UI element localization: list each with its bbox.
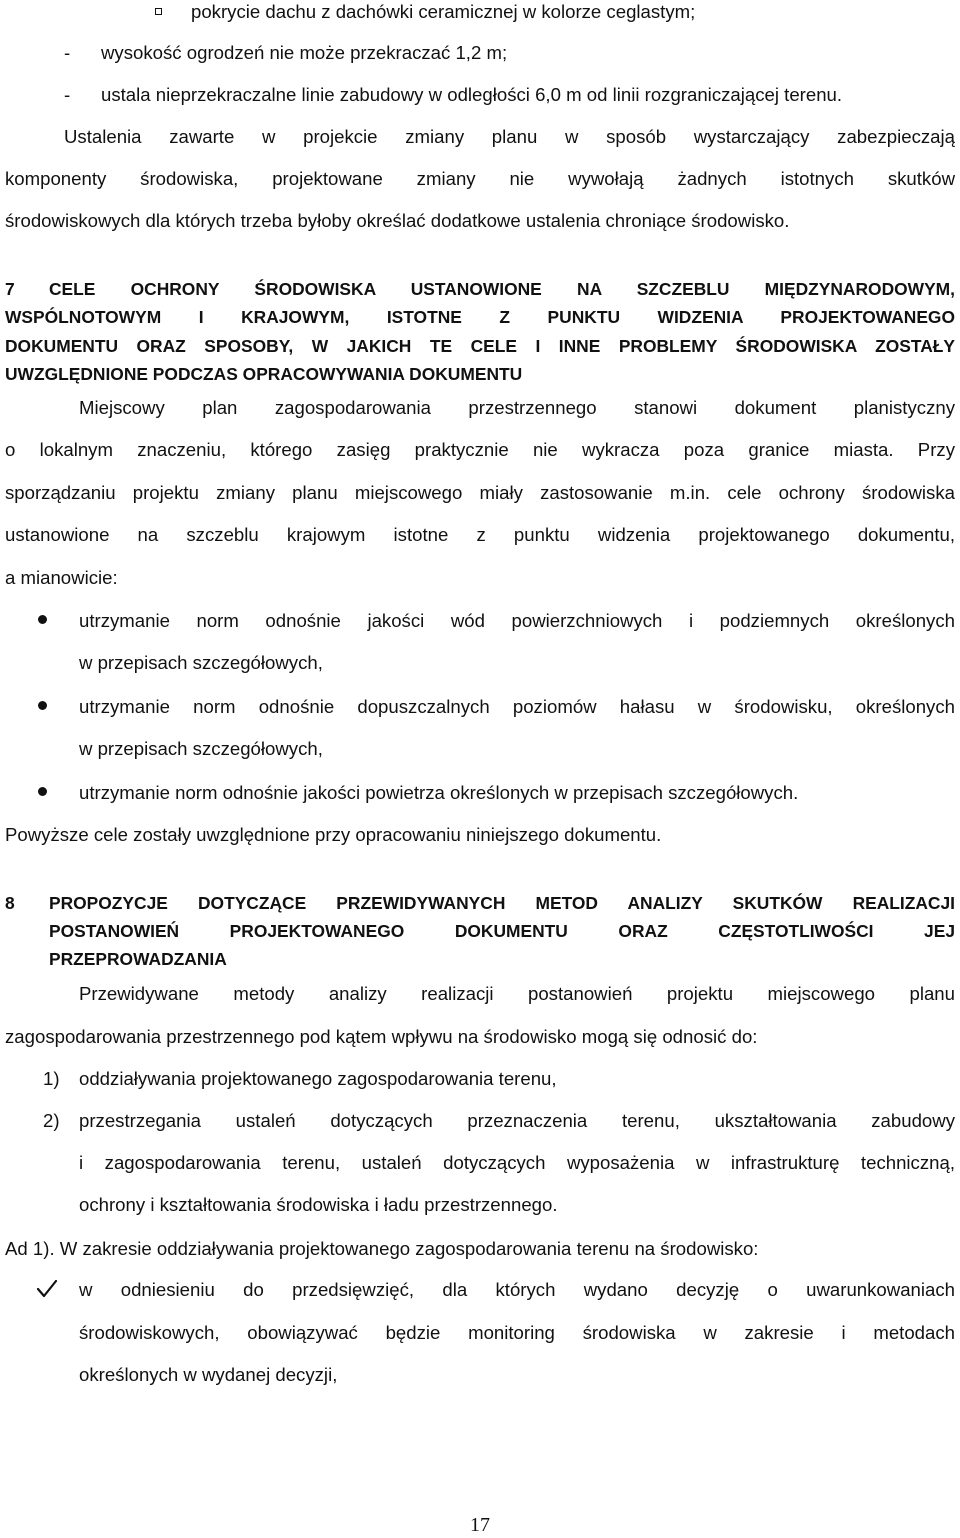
section-heading-line: DOKUMENTU ORAZ SPOSOBY, W JAKICH TE CELE I INNE PROBLEMY ŚRODOWISKA ZOSTAŁY (5, 336, 955, 356)
closing-sentence: Powyższe cele zostały uwzględnione przy opracowaniu niniejszego dokumentu. (5, 824, 662, 845)
section-number: 8 (5, 893, 15, 913)
section-heading-line: WSPÓLNOTOWYM I KRAJOWYM, ISTOTNE Z PUNKTU WIDZENIA PROJEKTOWANEGO (5, 307, 955, 327)
bullet-icon (38, 701, 47, 710)
checkmark-icon (37, 1280, 57, 1298)
dash-list-item: ustala nieprzekraczalne linie zabudowy w odległości 6,0 m od linii rozgraniczającej terenu. (101, 84, 843, 105)
paragraph-line: komponenty środowiska, projektowane zmiany nie wywołają żadnych istotnych skutków (5, 168, 955, 189)
bullet-item-line: w przepisach szczegółowych, (79, 652, 323, 673)
dash-marker: - (64, 84, 71, 105)
section-number: 7 (5, 279, 15, 299)
check-item-line: środowiskowych, obowiązywać będzie monitoring środowiska w zakresie i metodach (79, 1322, 955, 1343)
square-bullet-icon (155, 8, 162, 15)
paragraph-line: zagospodarowania przestrzennego pod kątem wpływu na środowisko mogą się odnosić do: (5, 1026, 758, 1047)
paragraph-line: sporządzaniu projektu zmiany planu miejscowego miały zastosowanie m.in. cele ochrony środowiska (5, 482, 955, 503)
page-number: 17 (470, 1514, 490, 1536)
numbered-item-line: ochrony i kształtowania środowiska i ładu przestrzennego. (79, 1194, 558, 1215)
numbered-marker: 2) (43, 1110, 60, 1131)
paragraph-line: Przewidywane metody analizy realizacji postanowień projektu miejscowego planu (79, 983, 955, 1004)
bullet-icon (38, 787, 47, 796)
section-heading-line: PRZEPROWADZANIA (49, 949, 227, 969)
bullet-item-line: utrzymanie norm odnośnie jakości wód powierzchniowych i podziemnych określonych (79, 610, 955, 631)
paragraph-line: Miejscowy plan zagospodarowania przestrzennego stanowi dokument planistyczny (79, 397, 955, 418)
bullet-item-line: w przepisach szczegółowych, (79, 738, 323, 759)
check-item-line: określonych w wydanej decyzji, (79, 1364, 338, 1385)
bullet-item-line: utrzymanie norm odnośnie jakości powietrza określonych w przepisach szczegółowych. (79, 782, 799, 803)
section-heading-line: UWZGLĘDNIONE PODCZAS OPRACOWYWANIA DOKUMENTU (5, 364, 523, 384)
section-heading-line: CELE OCHRONY ŚRODOWISKA USTANOWIONE NA SZCZEBLU MIĘDZYNARODOWYM, (49, 279, 955, 299)
check-item-line: w odniesieniu do przedsięwzięć, dla których wydano decyzję o uwarunkowaniach (79, 1279, 955, 1300)
section-heading-line: POSTANOWIEŃ PROJEKTOWANEGO DOKUMENTU ORAZ CZĘSTOTLIWOŚCI JEJ (49, 921, 955, 941)
numbered-item-line: przestrzegania ustaleń dotyczących przeznaczenia terenu, ukształtowania zabudowy (79, 1110, 955, 1131)
paragraph-line: środowiskowych dla których trzeba byłoby określać dodatkowe ustalenia chroniące środowisko. (5, 210, 790, 231)
paragraph-line: Ustalenia zawarte w projekcie zmiany planu w sposób wystarczający zabezpieczają (64, 126, 955, 147)
section-heading-line: PROPOZYCJE DOTYCZĄCE PRZEWIDYWANYCH METOD ANALIZY SKUTKÓW REALIZACJI (49, 893, 955, 913)
numbered-item-line: i zagospodarowania terenu, ustaleń dotyczących wyposażenia w infrastrukturę techniczną, (79, 1152, 955, 1173)
dash-list-item: wysokość ogrodzeń nie może przekraczać 1,2 m; (101, 42, 508, 63)
paragraph-line: a mianowicie: (5, 567, 118, 588)
dash-marker: - (64, 42, 71, 63)
bullet-item-line: utrzymanie norm odnośnie dopuszczalnych poziomów hałasu w środowisku, określonych (79, 696, 955, 717)
numbered-marker: 1) (43, 1068, 60, 1089)
paragraph-line: ustanowione na szczeblu krajowym istotne z punktu widzenia projektowanego dokumentu, (5, 524, 955, 545)
ad1-paragraph: Ad 1). W zakresie oddziaływania projektowanego zagospodarowania terenu na środowisko: (5, 1238, 759, 1259)
paragraph-line: o lokalnym znaczeniu, którego zasięg praktycznie nie wykracza poza granice miasta. Przy (5, 439, 955, 460)
numbered-item-line: oddziaływania projektowanego zagospodarowania terenu, (79, 1068, 557, 1089)
square-list-item: pokrycie dachu z dachówki ceramicznej w kolorze ceglastym; (191, 1, 696, 22)
bullet-icon (38, 615, 47, 624)
